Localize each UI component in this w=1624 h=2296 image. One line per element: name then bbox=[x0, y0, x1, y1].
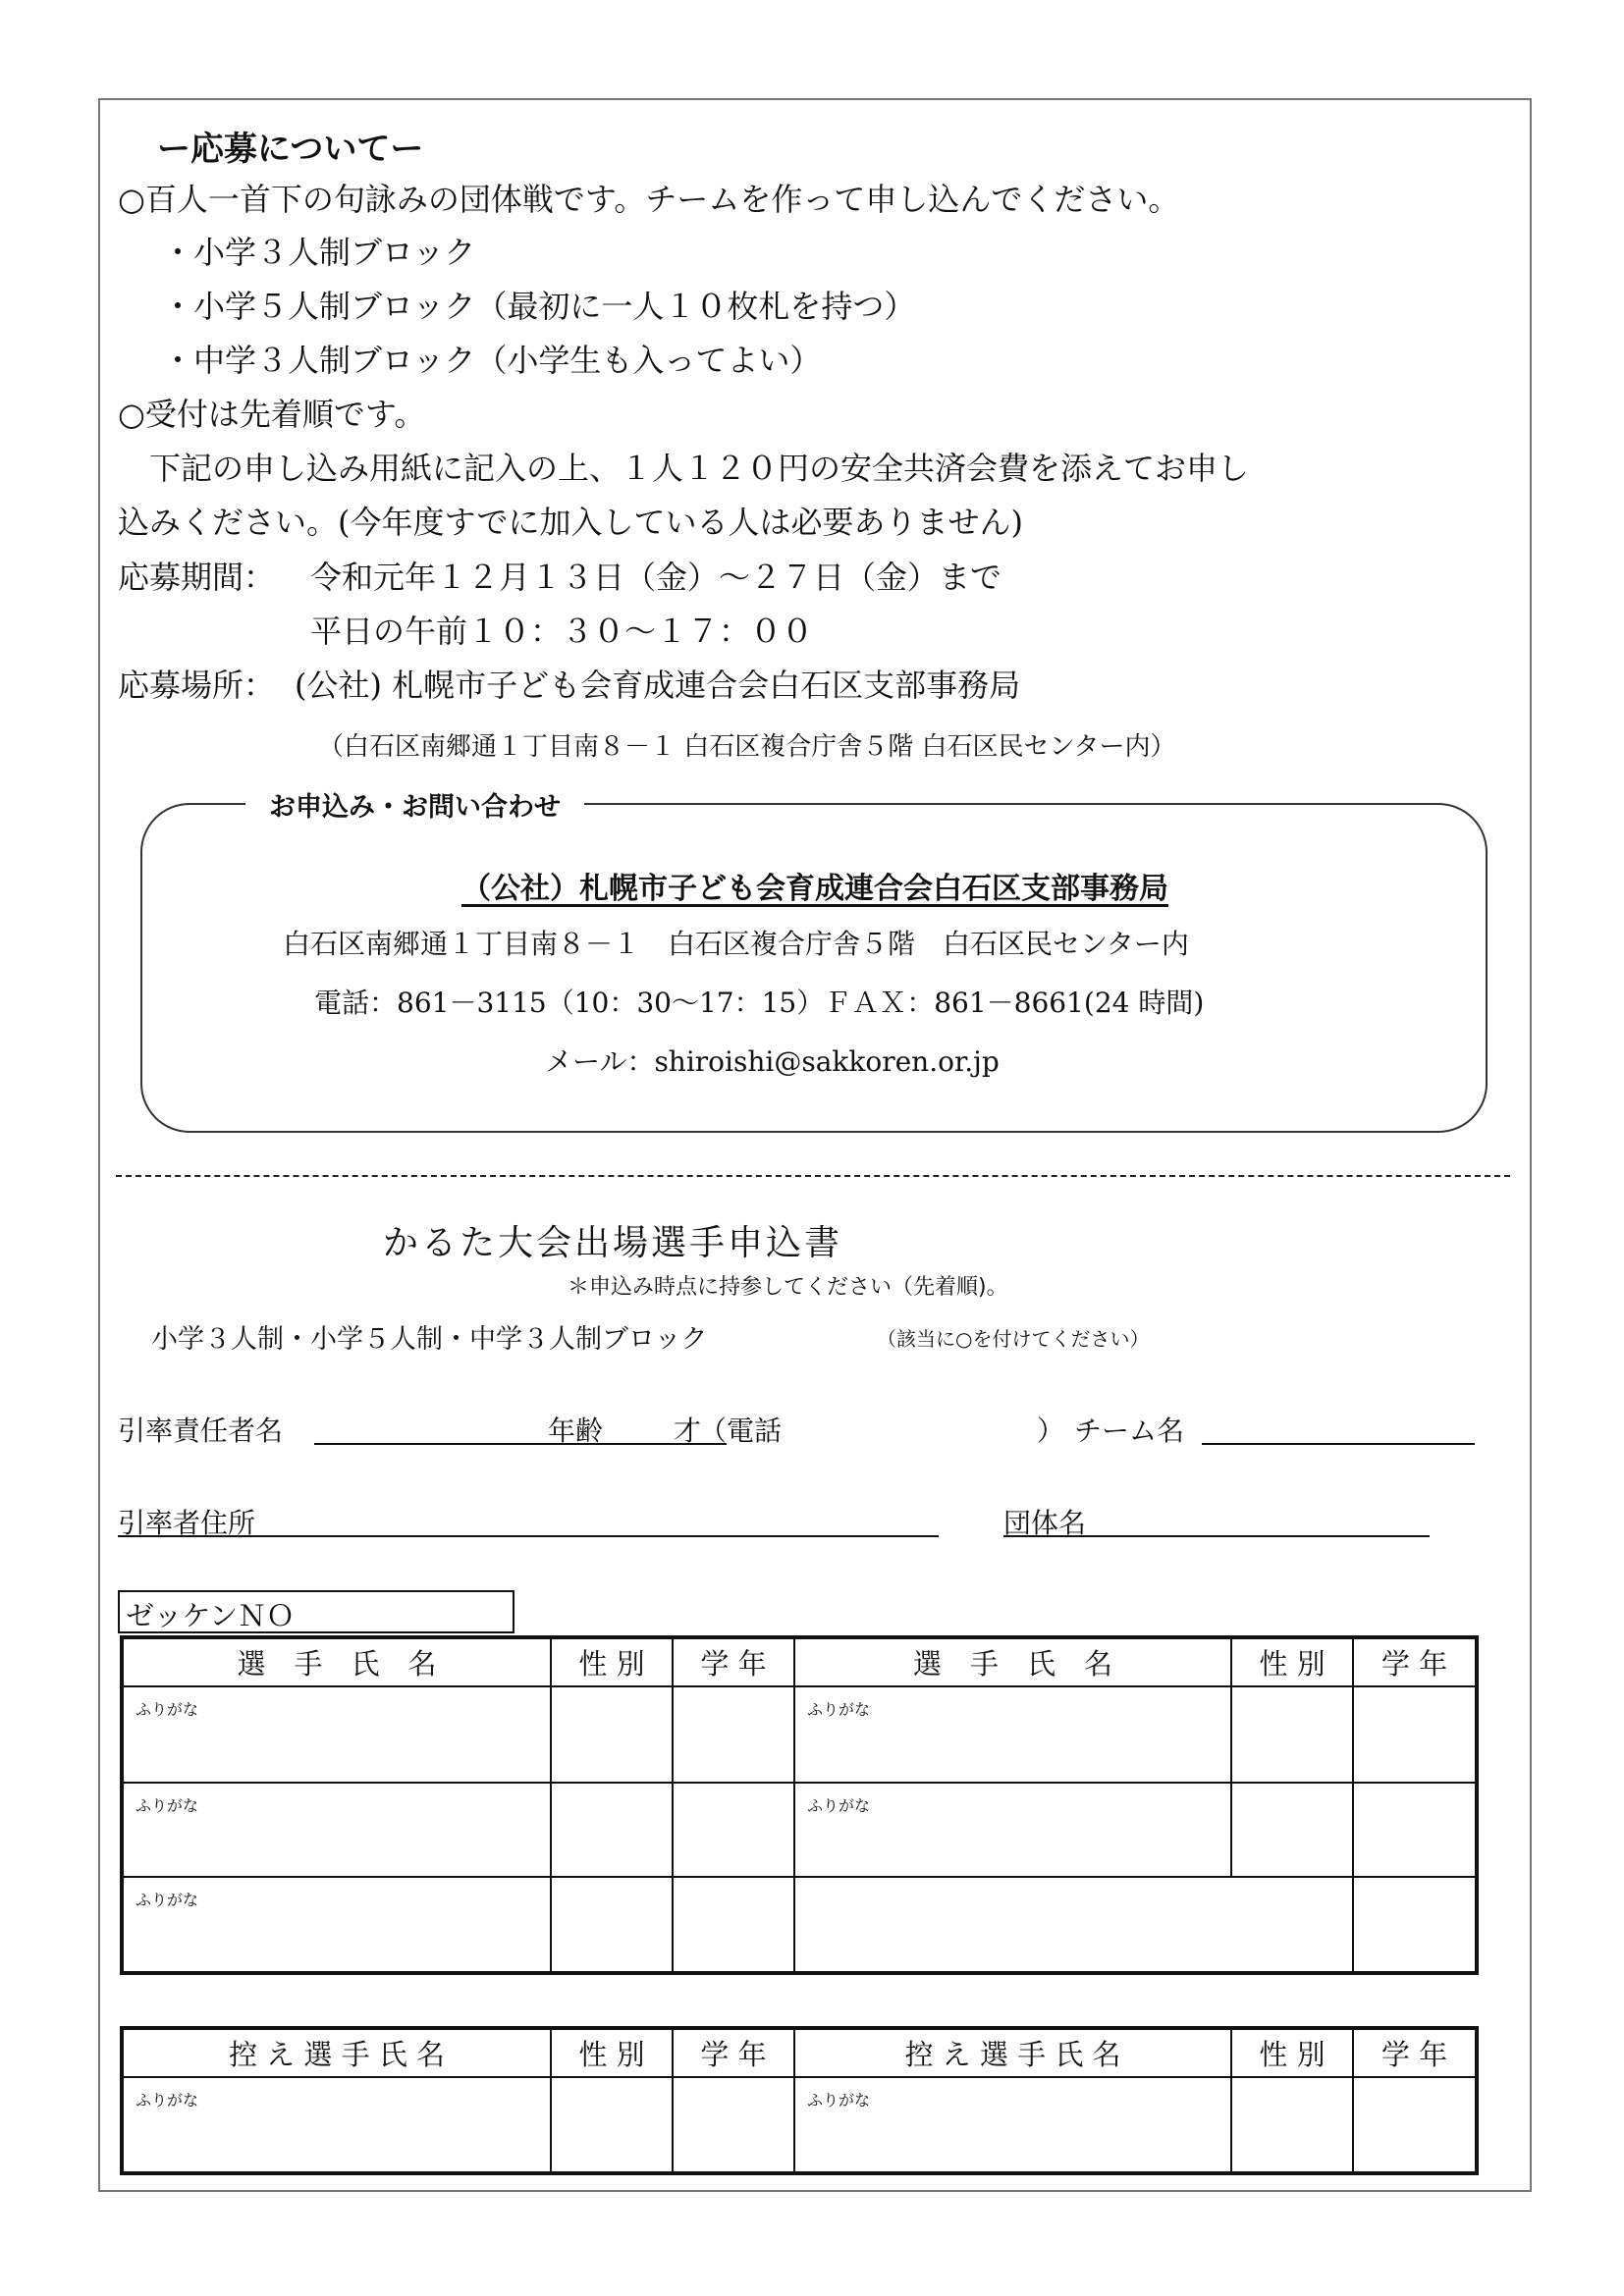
gender-cell[interactable] bbox=[551, 2077, 673, 2173]
section-title: ー応募についてー bbox=[157, 130, 424, 169]
address-field[interactable] bbox=[118, 1535, 939, 1537]
grade-cell[interactable] bbox=[673, 1686, 794, 1783]
group-field[interactable] bbox=[1003, 1535, 1430, 1537]
gender-cell[interactable] bbox=[1231, 1686, 1353, 1783]
grade-header: 学 年 bbox=[673, 2028, 794, 2077]
contact-address: 白石区南郷通１丁目南８－１ 白石区複合庁舎５階 白石区民センター内 bbox=[283, 928, 1189, 960]
gender-cell[interactable] bbox=[551, 1783, 673, 1877]
furigana-label: ふりがな bbox=[135, 2091, 199, 2109]
grade-cell[interactable] bbox=[673, 1783, 794, 1877]
grade-cell[interactable] bbox=[673, 2077, 794, 2173]
contact-org: （公社）札幌市子ども会育成連合会白石区支部事務局 bbox=[461, 872, 1168, 906]
group-label: 団体名 bbox=[1003, 1507, 1087, 1539]
reception-note: ○受付は先着順です。 bbox=[118, 396, 426, 433]
furigana-label: ふりがな bbox=[135, 1891, 199, 1909]
empty-cell bbox=[1353, 1877, 1477, 1973]
leader-name-field[interactable] bbox=[314, 1443, 727, 1445]
age-unit: 才 bbox=[674, 1415, 702, 1447]
gender-header: 性 別 bbox=[1231, 1637, 1353, 1686]
player-name-cell[interactable] bbox=[122, 1783, 551, 1877]
furigana-label: ふりがな bbox=[135, 1700, 199, 1719]
block-item: ・小学５人制ブロック（最初に一人１０枚札を持つ） bbox=[162, 288, 916, 325]
gender-cell[interactable] bbox=[551, 1877, 673, 1973]
fee-line: 下記の申し込み用紙に記入の上、１人１２０円の安全共済会費を添えてお申し bbox=[149, 450, 1250, 487]
name-header: 選 手 氏 名 bbox=[122, 1637, 551, 1686]
place-address: （白石区南郷通１丁目南８－１ 白石区複合庁舎５階 白石区民センター内） bbox=[318, 732, 1176, 762]
grade-header: 学 年 bbox=[1353, 2028, 1477, 2077]
furigana-label: ふりがな bbox=[807, 2091, 871, 2109]
gender-header: 性 別 bbox=[1231, 2028, 1353, 2077]
furigana-label: ふりがな bbox=[807, 1700, 871, 1719]
period-hours: 平日の午前１０：３０～１７：００ bbox=[310, 613, 814, 650]
block-options[interactable]: 小学３人制・小学５人制・中学３人制ブロック bbox=[151, 1324, 708, 1355]
furigana-label: ふりがな bbox=[135, 1796, 199, 1815]
players-table bbox=[120, 1635, 1479, 1975]
team-label: チーム名 bbox=[1074, 1415, 1185, 1447]
player-name-cell[interactable] bbox=[122, 1686, 551, 1783]
reserve-name-cell[interactable] bbox=[794, 2077, 1231, 2173]
place-label: 応募場所： bbox=[118, 667, 276, 704]
reserve-name-header: 控 え 選 手 氏 名 bbox=[794, 2028, 1231, 2077]
reserve-table bbox=[120, 2026, 1479, 2175]
grade-cell[interactable] bbox=[1353, 1783, 1477, 1877]
place-name: (公社) 札幌市子ども会育成連合会白石区支部事務局 bbox=[295, 667, 1021, 704]
contact-phone: 電話：861－3115（10：30～17：15）ＦＡＸ：861－8661(24 時間) bbox=[314, 987, 1205, 1019]
player-name-cell[interactable] bbox=[794, 1686, 1231, 1783]
form-note: ＊申込み時点に持参してください（先着順)。 bbox=[568, 1275, 1008, 1300]
empty-cell bbox=[794, 1877, 1353, 1973]
leader-label: 引率責任者名 bbox=[118, 1415, 284, 1447]
table-row bbox=[122, 1877, 1477, 1973]
table-row bbox=[122, 1783, 1477, 1877]
grade-cell[interactable] bbox=[673, 1877, 794, 1973]
team-name-field[interactable] bbox=[1202, 1443, 1475, 1445]
grade-header: 学 年 bbox=[1353, 1637, 1477, 1686]
gender-header: 性 別 bbox=[551, 2028, 673, 2077]
bib-label: ゼッケンＮＯ bbox=[126, 1599, 295, 1632]
form-title: かるた大会出場選手申込書 bbox=[383, 1223, 843, 1263]
block-options-note: （該当に○を付けてください） bbox=[877, 1327, 1150, 1351]
contact-email[interactable]: メール：shiroishi@sakkoren.or.jp bbox=[545, 1045, 1000, 1078]
grade-cell[interactable] bbox=[1353, 2077, 1477, 2173]
block-item: ・中学３人制ブロック（小学生も入ってよい） bbox=[162, 342, 822, 379]
gender-cell[interactable] bbox=[1231, 2077, 1353, 2173]
name-header: 選 手 氏 名 bbox=[794, 1637, 1231, 1686]
address-label: 引率者住所 bbox=[118, 1507, 256, 1539]
contact-box bbox=[140, 803, 1488, 1133]
table-row bbox=[122, 2077, 1477, 2173]
intro-line: ○百人一首下の句詠みの団体戦です。チームを作って申し込んでください。 bbox=[118, 181, 1180, 218]
gender-cell[interactable] bbox=[1231, 1783, 1353, 1877]
cut-line bbox=[116, 1175, 1510, 1177]
player-name-cell[interactable] bbox=[794, 1783, 1231, 1877]
period-label: 応募期間： bbox=[118, 559, 276, 596]
furigana-label: ふりがな bbox=[807, 1796, 871, 1815]
period-dates: 令和元年１２月１３日（金）～２７日（金）まで bbox=[310, 559, 1002, 596]
gender-cell[interactable] bbox=[551, 1686, 673, 1783]
player-name-cell[interactable] bbox=[122, 1877, 551, 1973]
contact-heading: お申込み・お問い合わせ bbox=[245, 785, 584, 824]
reserve-name-cell[interactable] bbox=[122, 2077, 551, 2173]
phone-close: ） bbox=[1037, 1415, 1065, 1447]
grade-cell[interactable] bbox=[1353, 1686, 1477, 1783]
table-row bbox=[122, 1686, 1477, 1783]
gender-header: 性 別 bbox=[551, 1637, 673, 1686]
block-item: ・小学３人制ブロック bbox=[162, 234, 476, 271]
phone-open: （電話 bbox=[699, 1415, 783, 1447]
grade-header: 学 年 bbox=[673, 1637, 794, 1686]
reserve-name-header: 控 え 選 手 氏 名 bbox=[122, 2028, 551, 2077]
age-label: 年齢 bbox=[548, 1415, 604, 1447]
fee-line: 込みください。(今年度すでに加入している人は必要ありません) bbox=[118, 504, 1023, 541]
